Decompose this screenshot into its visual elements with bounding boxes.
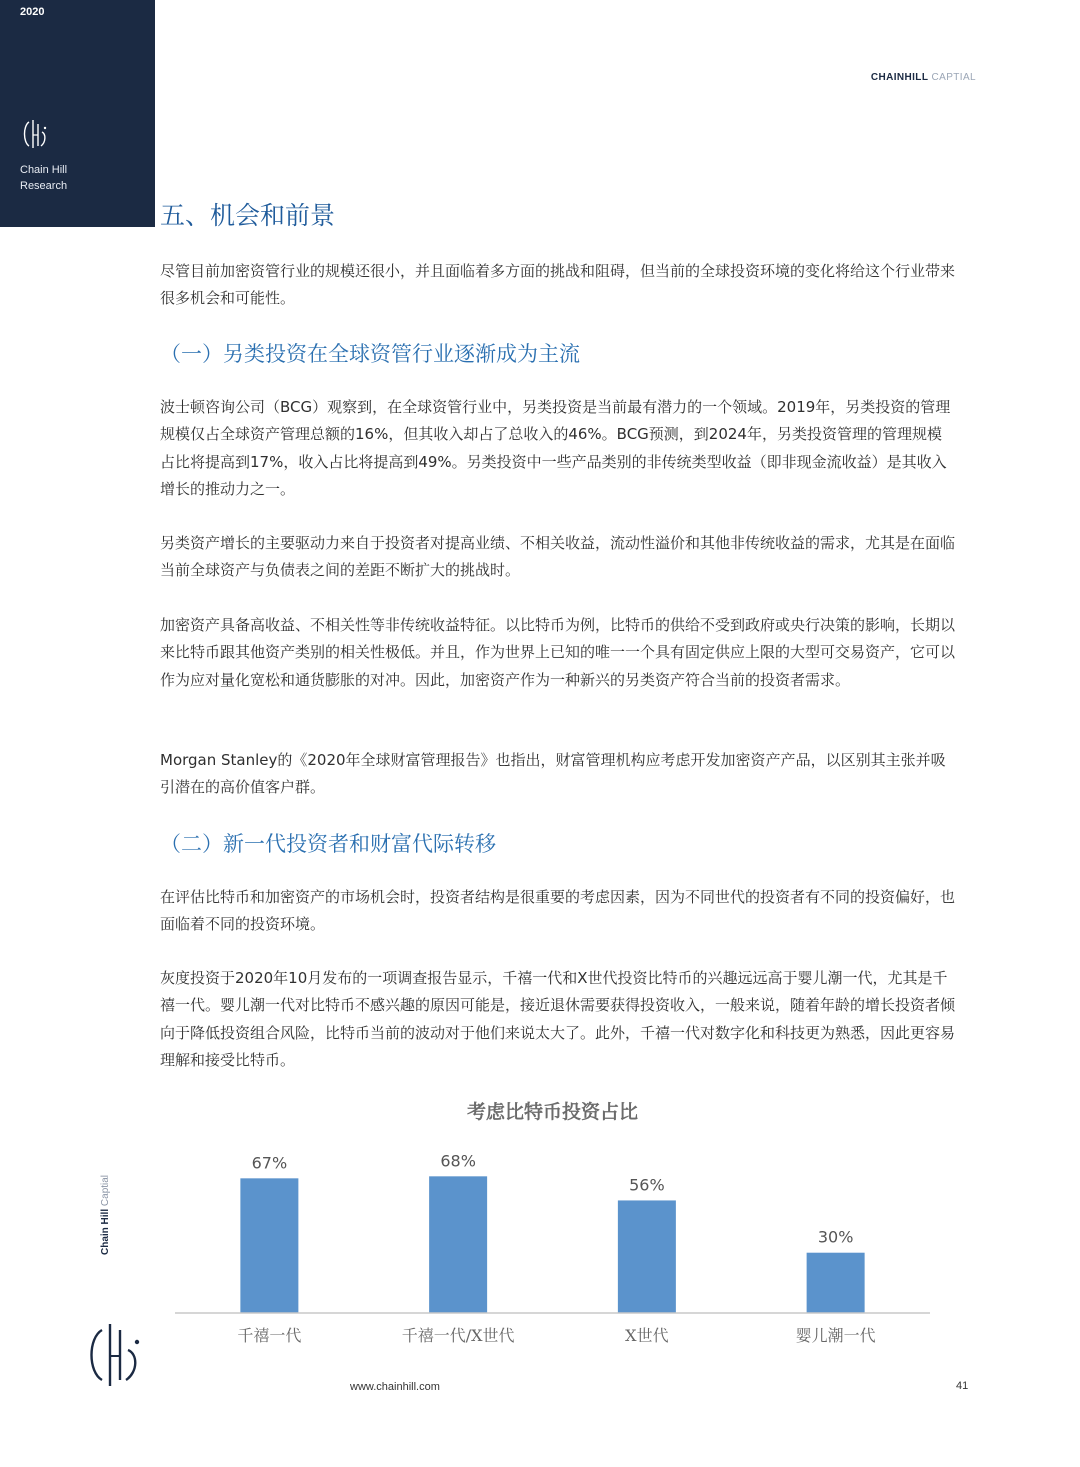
chart-data-label: 68% xyxy=(440,1151,476,1171)
chainhill-large-logo-icon xyxy=(82,1320,148,1388)
chart-category-label: 婴儿潮一代 xyxy=(795,1326,876,1345)
subsection-title-1: （一）另类投资在全球资管行业逐渐成为主流 xyxy=(160,342,580,366)
footer-url-link[interactable]: www.chainhill.com xyxy=(350,1381,440,1393)
chart-data-label: 67% xyxy=(251,1153,288,1173)
paragraph-bcg: 波士顿咨询公司（BCG）观察到，在全球资管行业中，另类投资是当前最有潜力的一个领域。2019年，另类投资的管理规模仅占全球资产管理总额的16%，但其收入却占了总收入的46%。BCG预测，到2024年，另类投资管理的管理规模占比将提高到17%，收入占比将提高到49%。另类投资中一些产品类别的非传统类型收益（即非现金流收益）是其收入增长的推动力之一。 xyxy=(160,398,951,498)
chart-data-label: 30% xyxy=(817,1227,854,1247)
side-vertical-brand xyxy=(100,1175,111,1255)
header-brand-bold: CHAINHILL xyxy=(870,72,929,83)
chart-bar xyxy=(429,1176,487,1313)
paragraph-crypto-features: 加密资产具备高收益、不相关性等非传统收益特征。以比特币为例，比特币的供给不受到政府或央行决策的影响，长期以来比特币跟其他资产类别的相关性极低。并且，作为世界上已知的唯一一个具有固定供应上限的大型可交易资产，它可以作为应对量化宽松和通货膨胀的对冲。因此，加密资产作为一种新兴的另类资产符合当前的投资者需求。 xyxy=(160,616,956,689)
header-brand xyxy=(871,72,976,83)
brand-name-line1: Chain Hill xyxy=(20,164,68,176)
side-brand-light: Captial xyxy=(100,1174,111,1207)
paragraph-investor-structure: 在评估比特币和加密资产的市场机会时，投资者结构是很重要的考虑因素，因为不同世代的投资者有不同的投资偏好，也面临着不同的投资环境。 xyxy=(160,888,956,934)
subsection-title-2: （二）新一代投资者和财富代际转移 xyxy=(160,832,496,856)
chart-title: 考虑比特币投资占比 xyxy=(466,1101,638,1123)
section-title: 五、机会和前景 xyxy=(160,201,336,230)
paragraph-drivers: 另类资产增长的主要驱动力来自于投资者对提高业绩、不相关收益，流动性溢价和其他非传统收益的需求，尤其是在面临当前全球资产与负债表之间的差距不断扩大的挑战时。 xyxy=(160,534,956,580)
chart-bar xyxy=(240,1178,298,1313)
bitcoin-investment-bar-chart xyxy=(160,1130,950,1360)
page-number: 41 xyxy=(956,1380,969,1392)
chart-category-label: X世代 xyxy=(625,1326,669,1345)
side-brand-bold: Chain Hill xyxy=(100,1208,111,1255)
chart-category-label: 千禧一代/X世代 xyxy=(401,1326,515,1345)
chart-bar xyxy=(618,1200,676,1313)
chart-category-label: 千禧一代 xyxy=(237,1326,302,1345)
report-year: 2020 xyxy=(20,6,45,18)
chart-bar xyxy=(807,1253,865,1313)
chart-data-label: 56% xyxy=(629,1175,665,1195)
brand-name-line2: Research xyxy=(20,180,68,192)
chainhill-logo-icon xyxy=(20,118,50,150)
intro-paragraph: 尽管目前加密资管行业的规模还很小，并且面临着多方面的挑战和阻碍，但当前的全球投资环境的变化将给这个行业带来很多机会和可能性。 xyxy=(160,262,956,308)
header-brand-light: CAPTIAL xyxy=(931,72,976,83)
paragraph-morgan-stanley: Morgan Stanley的《2020年全球财富管理报告》也指出，财富管理机构应考虑开发加密资产产品，以区别其主张并吸引潜在的高价值客户群。 xyxy=(160,751,946,797)
paragraph-grayscale-survey: 灰度投资于2020年10月发布的一项调查报告显示，千禧一代和X世代投资比特币的兴趣远远高于婴儿潮一代，尤其是千禧一代。婴儿潮一代对比特币不感兴趣的原因可能是，接近退休需要获得投资收入，一般来说，随着年龄的增长投资者倾向于降低投资组合风险，比特币当前的波动对于他们来说太大了。此外，千禧一代对数字化和科技更为熟悉，因此更容易理解和接受比特币。 xyxy=(160,969,956,1069)
sidebar-brand-block xyxy=(0,0,155,227)
